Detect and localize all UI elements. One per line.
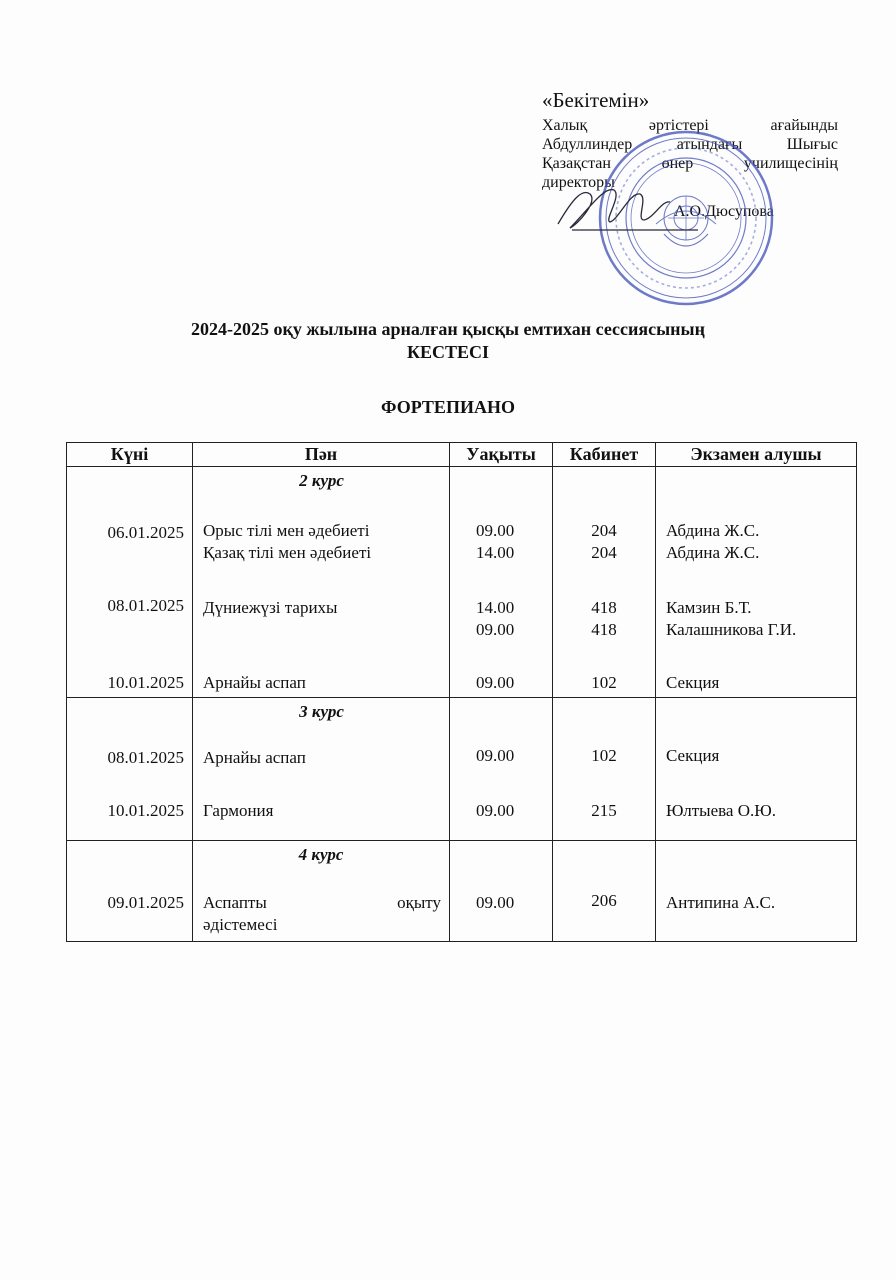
exam-date: 06.01.2025 bbox=[107, 523, 184, 542]
examiner-name: Секция bbox=[666, 746, 720, 765]
exam-date: 10.01.2025 bbox=[107, 673, 184, 692]
subject-name: Гармония bbox=[203, 801, 274, 820]
column-header-time: Уақыты bbox=[450, 443, 553, 467]
subject-name: Арнайы аспап bbox=[203, 673, 306, 692]
examiner-name: Калашникова Г.И. bbox=[666, 620, 797, 639]
department-heading: ФОРТЕПИАНО bbox=[381, 397, 515, 417]
exam-time: 09.00 bbox=[476, 893, 515, 912]
exam-time: 14.00 bbox=[476, 543, 515, 562]
approval-block bbox=[542, 88, 838, 221]
column-header-subject: Пән bbox=[193, 443, 450, 467]
room-number: 102 bbox=[591, 673, 617, 692]
examiner-name: Камзин Б.Т. bbox=[666, 598, 752, 617]
subject-word: оқыту bbox=[397, 893, 441, 912]
course-label: 4 курс bbox=[298, 845, 344, 864]
course-label: 2 курс bbox=[299, 471, 344, 490]
exam-date: 08.01.2025 bbox=[107, 596, 184, 615]
room-number: 102 bbox=[591, 746, 617, 765]
exam-time: 09.00 bbox=[476, 746, 515, 765]
examiner-name: Абдина Ж.С. bbox=[666, 521, 760, 540]
room-number: 215 bbox=[591, 801, 617, 820]
subject-name bbox=[203, 893, 441, 913]
table-header-row bbox=[67, 443, 857, 467]
director-role-line: Халық әртістері ағайынды bbox=[542, 117, 838, 134]
subject-word: Аспапты bbox=[203, 893, 267, 912]
exam-time: 09.00 bbox=[476, 673, 515, 692]
examiner-name: Абдина Ж.С. bbox=[666, 543, 760, 562]
table-row bbox=[67, 841, 857, 942]
exam-time: 09.00 bbox=[476, 521, 515, 540]
room-number: 206 bbox=[591, 891, 617, 910]
exam-time: 09.00 bbox=[476, 620, 515, 639]
exam-date: 09.01.2025 bbox=[107, 893, 184, 912]
room-number: 418 bbox=[591, 620, 617, 639]
room-number: 418 bbox=[591, 598, 617, 617]
table-row bbox=[67, 698, 857, 841]
exam-time: 14.00 bbox=[476, 598, 515, 617]
signer-name: А.О.Дюсупова bbox=[674, 203, 774, 220]
subject-name: Дүниежүзі тарихы bbox=[203, 598, 338, 617]
subject-name: Орыс тілі мен әдебиеті bbox=[203, 521, 370, 540]
examiner-name: Антипина А.С. bbox=[666, 893, 776, 912]
director-role-line: директоры bbox=[542, 174, 615, 191]
exam-date: 08.01.2025 bbox=[107, 748, 184, 767]
room-number: 204 bbox=[591, 543, 617, 562]
column-header-date: Күні bbox=[67, 443, 193, 467]
exam-schedule-table bbox=[66, 442, 857, 942]
document-title: 2024-2025 оқу жылына арналған қысқы емтихан сессиясының bbox=[191, 319, 705, 339]
column-header-room: Кабинет bbox=[553, 443, 656, 467]
column-header-examiner: Экзамен алушы bbox=[656, 443, 857, 467]
subject-name-continued: әдістемесі bbox=[203, 915, 278, 934]
room-number: 204 bbox=[591, 521, 617, 540]
subject-name: Қазақ тілі мен әдебиеті bbox=[203, 543, 372, 562]
subject-name: Арнайы аспап bbox=[203, 748, 306, 767]
table-row bbox=[67, 467, 857, 698]
exam-time: 09.00 bbox=[476, 801, 515, 820]
document-title-line2: КЕСТЕСІ bbox=[406, 342, 490, 362]
approval-heading: «Бекітемін» bbox=[542, 88, 650, 112]
director-role-line: Қазақстан өнер училищесінің bbox=[542, 155, 838, 172]
course-label: 3 курс bbox=[299, 702, 344, 721]
examiner-name: Секция bbox=[666, 673, 720, 692]
examiner-name: Юлтыева О.Ю. bbox=[666, 801, 776, 820]
director-role-line: Абдуллиндер атындағы Шығыс bbox=[542, 136, 838, 153]
exam-date: 10.01.2025 bbox=[107, 801, 184, 820]
